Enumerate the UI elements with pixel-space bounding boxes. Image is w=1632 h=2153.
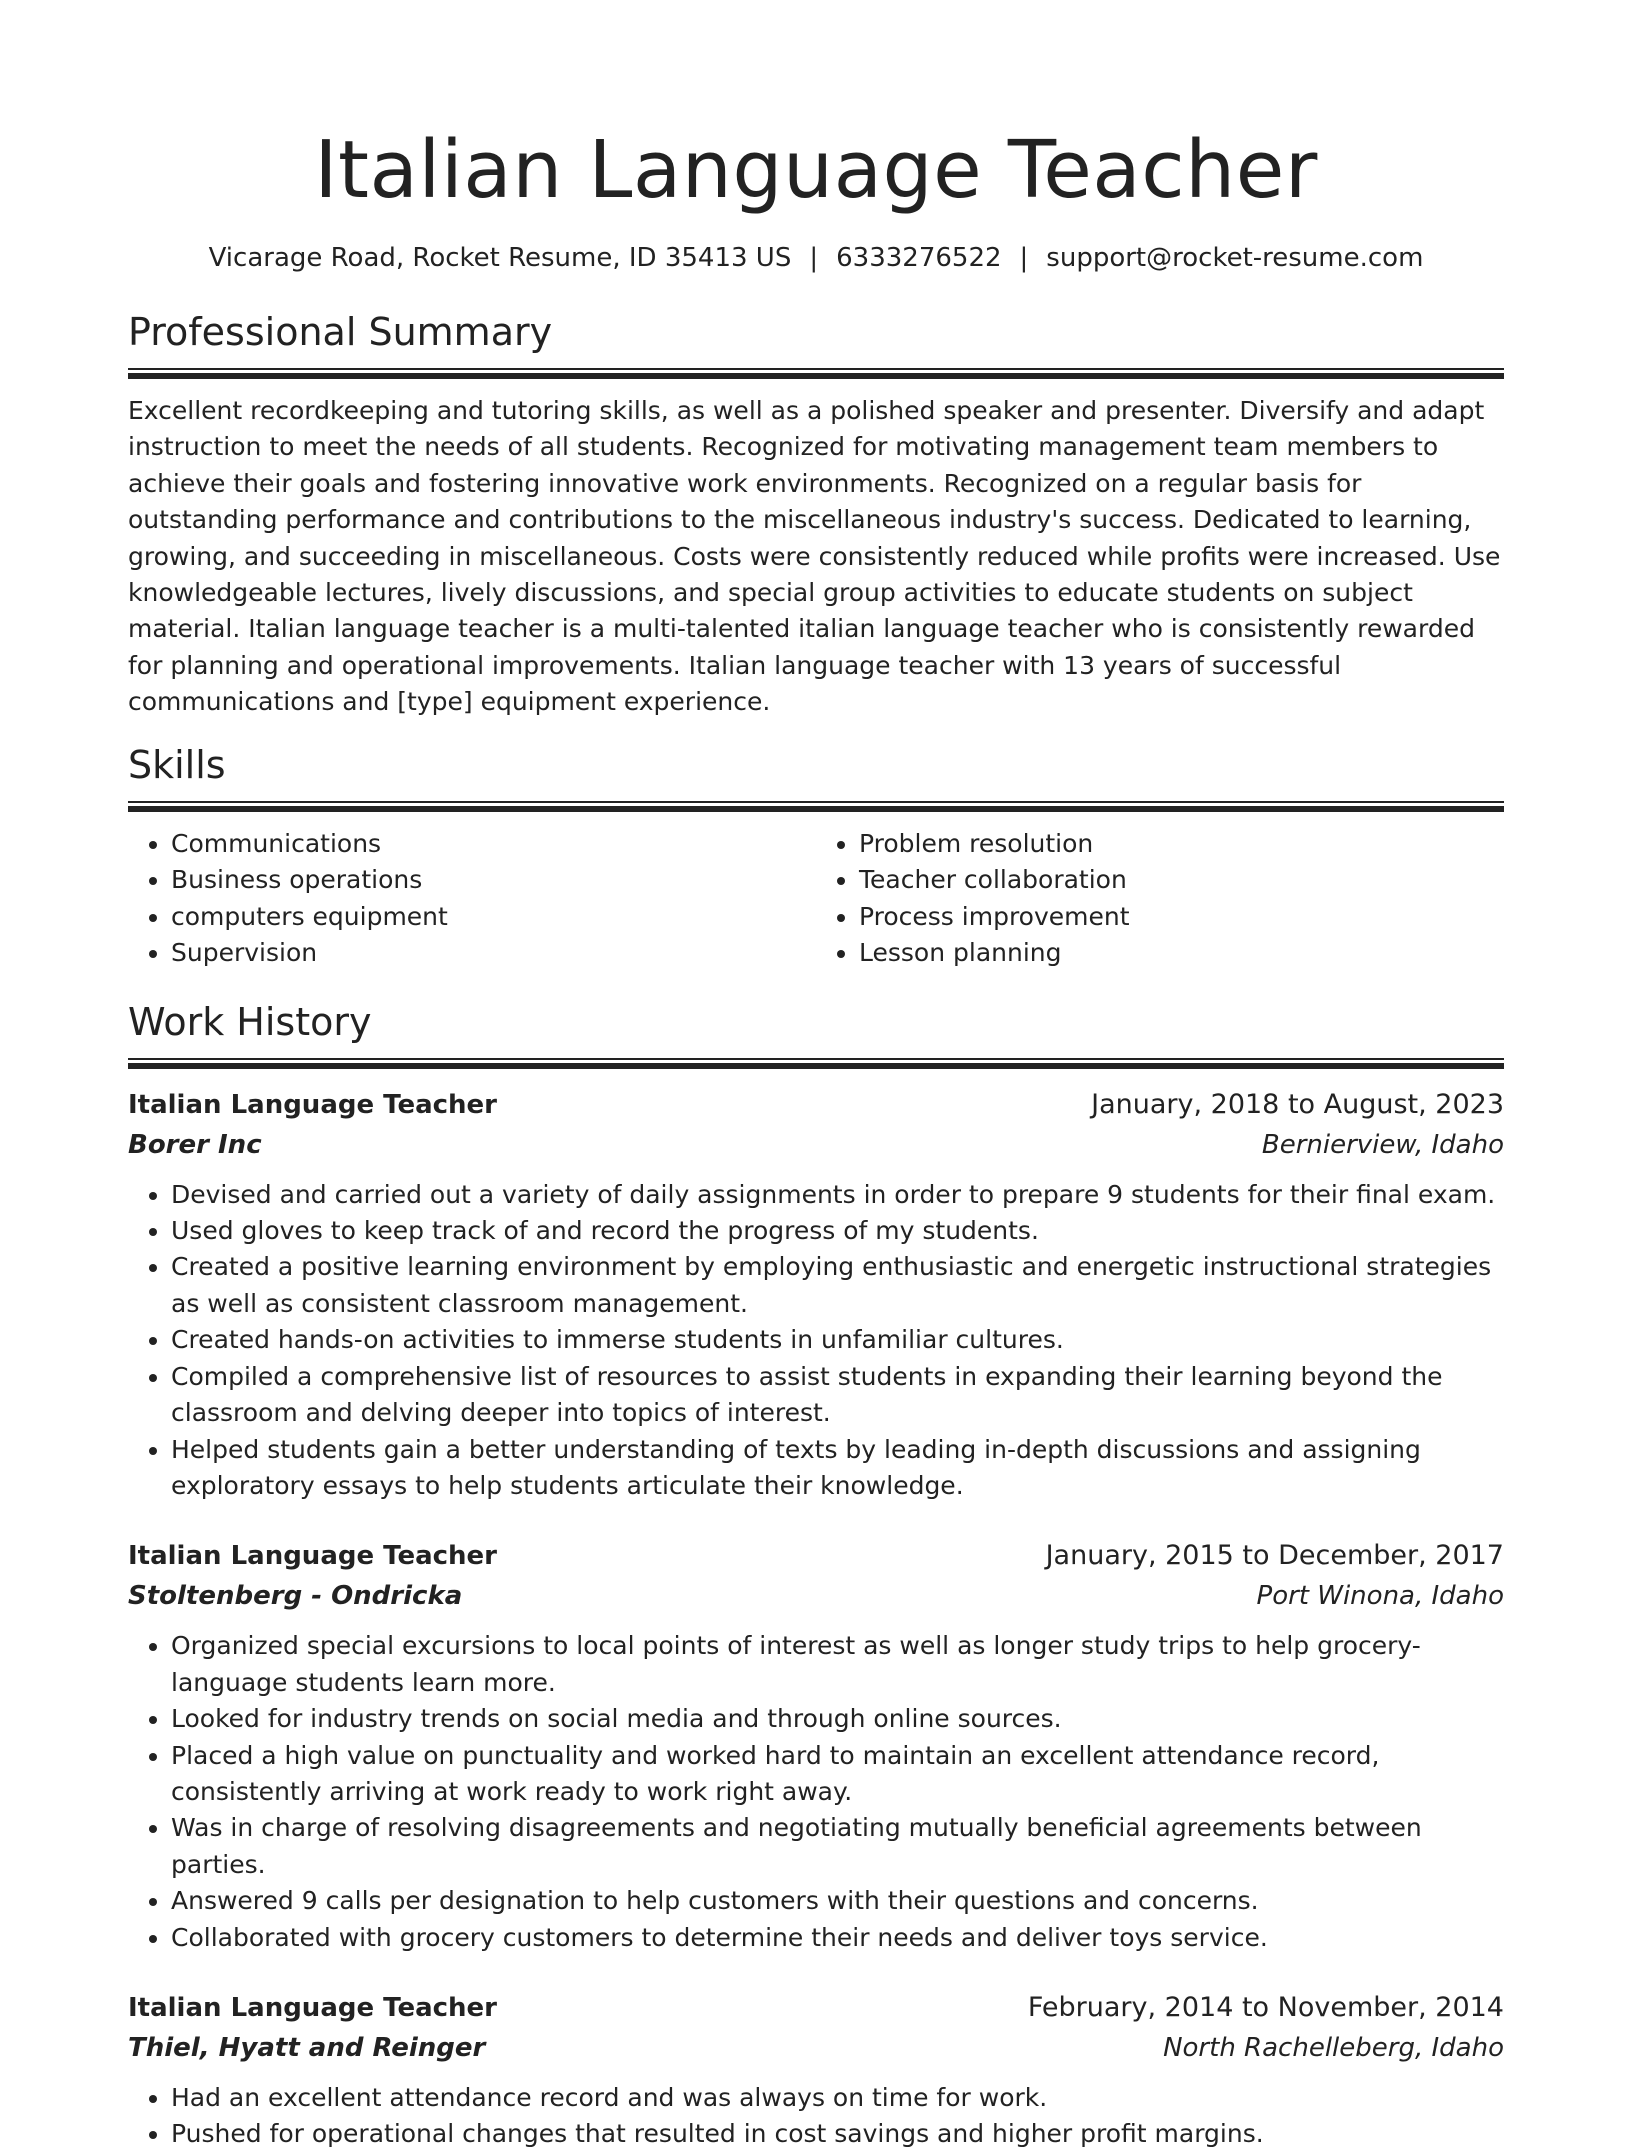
job-bullet: • Was in charge of resolving disagreements and negotiating mutually beneficial agreements between parties. bbox=[171, 1810, 1504, 1883]
job-entry bbox=[128, 1085, 1504, 1505]
skills-heading: Skills bbox=[128, 742, 226, 787]
job-location: North Rachelleberg, Idaho bbox=[1163, 2032, 1504, 2063]
job-title: Italian Language Teacher bbox=[128, 1089, 498, 1120]
contact-separator: | bbox=[1019, 243, 1029, 273]
skills-section bbox=[128, 741, 1504, 972]
job-location: Bernierview, Idaho bbox=[1261, 1129, 1504, 1160]
job-company: Borer Inc bbox=[128, 1129, 262, 1160]
job-dates: January, 2018 to August, 2023 bbox=[1091, 1088, 1504, 1120]
skills-list-left bbox=[128, 826, 816, 972]
job-dates: February, 2014 to November, 2014 bbox=[1027, 1991, 1504, 2023]
job-bullet: • Helped students gain a better understanding of texts by leading in-depth discussions and assigning exploratory essays to help students articulate their knowledge. bbox=[171, 1432, 1504, 1505]
section-divider bbox=[128, 368, 1504, 379]
job-bullet: • Collaborated with grocery customers to determine their needs and deliver toys service. bbox=[171, 1920, 1504, 1956]
job-bullet: • Organized special excursions to local points of interest as well as longer study trips to help grocery-language students learn more. bbox=[171, 1628, 1504, 1701]
job-location: Port Winona, Idaho bbox=[1256, 1581, 1504, 1612]
job-bullet: • Looked for industry trends on social media and through online sources. bbox=[171, 1701, 1504, 1737]
job-bullet: • Created a positive learning environment by employing enthusiastic and energetic instructional strategies as well as consistent classroom management. bbox=[171, 1249, 1504, 1322]
skills-columns bbox=[128, 826, 1504, 972]
job-company: Thiel, Hyatt and Reinger bbox=[128, 2032, 486, 2063]
skill-item: • Business operations bbox=[171, 862, 816, 899]
job-bullets bbox=[128, 1177, 1504, 1505]
skill-item: • Process improvement bbox=[859, 899, 1504, 936]
job-bullet: • Had an excellent attendance record and was always on time for work. bbox=[171, 2080, 1504, 2116]
work-history-heading: Work History bbox=[128, 999, 372, 1044]
job-title: Italian Language Teacher bbox=[128, 1541, 498, 1572]
section-divider bbox=[128, 1058, 1504, 1069]
job-bullet: • Pushed for operational changes that resulted in cost savings and higher profit margins. bbox=[171, 2116, 1504, 2152]
contact-phone: 6333276522 bbox=[836, 243, 1002, 273]
summary-heading: Professional Summary bbox=[128, 310, 553, 354]
section-divider bbox=[128, 801, 1504, 812]
job-entry bbox=[128, 1536, 1504, 1956]
contact-line bbox=[128, 240, 1504, 276]
contact-email: support@rocket-resume.com bbox=[1046, 243, 1424, 273]
job-bullets bbox=[128, 1628, 1504, 1956]
work-history-section bbox=[128, 998, 1504, 2153]
skill-item: • Teacher collaboration bbox=[859, 862, 1504, 899]
skill-item: • Supervision bbox=[171, 935, 816, 972]
job-bullet: • Placed a high value on punctuality and worked hard to maintain an excellent attendance record, consistently arriving at work ready to work right away. bbox=[171, 1738, 1504, 1811]
job-bullet: • Devised and carried out a variety of daily assignments in order to prepare 9 students for their final exam. bbox=[171, 1177, 1504, 1213]
job-bullet: • Answered 9 calls per designation to help customers with their questions and concerns. bbox=[171, 1883, 1504, 1919]
job-company: Stoltenberg - Ondricka bbox=[128, 1581, 463, 1612]
job-bullet: • Created hands-on activities to immerse students in unfamiliar cultures. bbox=[171, 1322, 1504, 1358]
job-dates: January, 2015 to December, 2017 bbox=[1045, 1540, 1504, 1572]
skill-item: • Communications bbox=[171, 826, 816, 863]
job-bullet: • Compiled a comprehensive list of resources to assist students in expanding their learning beyond the classroom and delving deeper into topics of interest. bbox=[171, 1359, 1504, 1432]
skill-item: • Lesson planning bbox=[859, 935, 1504, 972]
skills-list-right bbox=[816, 826, 1504, 972]
summary-text: Excellent recordkeeping and tutoring skills, as well as a polished speaker and presenter. Diversify and adapt instruction to meet the needs of all students. Recognized for motivating management team members to achieve their goals and fostering innovative work environments. Recognized on a regular basis for outstanding performance and contributions to the miscellaneous industry's success. Dedicated to learning, growing, and succeeding in miscellaneous. Costs were consistently reduced while profits were increased. Use knowledgeable lectures, lively discussions, and special group activities to educate students on subject material. Italian language teacher is a multi-talented italian language teacher who is consistently rewarded for planning and operational improvements. Italian language teacher with 13 years of successful communications and [type] equipment experience. bbox=[128, 396, 1501, 717]
job-bullets bbox=[128, 2080, 1504, 2153]
summary-section bbox=[128, 308, 1504, 721]
contact-separator: | bbox=[809, 243, 819, 273]
contact-address: Vicarage Road, Rocket Resume, ID 35413 US bbox=[208, 243, 792, 273]
skill-item: • Problem resolution bbox=[859, 826, 1504, 863]
job-title: Italian Language Teacher bbox=[128, 1992, 498, 2023]
job-entry bbox=[128, 1988, 1504, 2153]
resume-title: Italian Language Teacher bbox=[314, 124, 1318, 216]
skill-item: • computers equipment bbox=[171, 899, 816, 936]
job-bullet: • Used gloves to keep track of and record the progress of my students. bbox=[171, 1213, 1504, 1249]
